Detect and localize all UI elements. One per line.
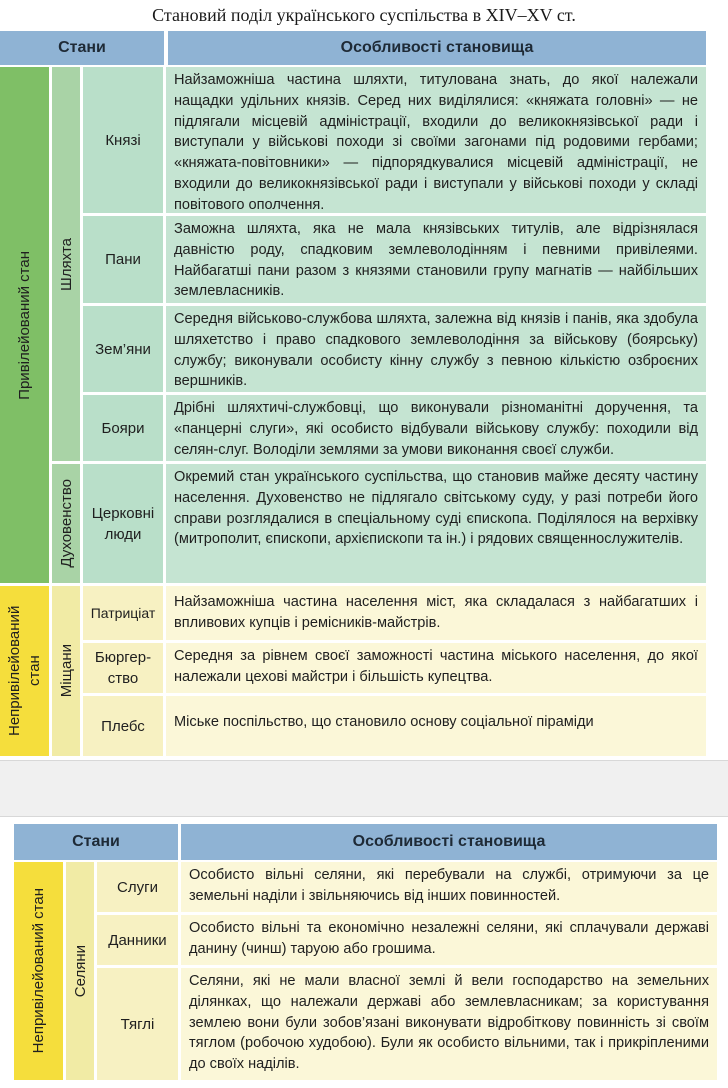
row-name-draft-peasants: Тяглі: [97, 968, 178, 1080]
row-desc-draft-peasants: Селяни, які не мали власної землі й вели господарство на земельних ділянках, що належали державі або землевласникам; за користування землею вони були зобов’язані виконувати відробіткову повинність зі своїм тяглом (робочою худобою). Були як особисто вільними, так і прикріпленими до своїх наділів.: [181, 968, 717, 1080]
header-estates-2: Стани: [14, 824, 178, 860]
unprivileged-estate-text: Непривілейований стан: [5, 605, 43, 737]
row-desc-princes: Найзаможніша частина шляхти, титулована знать, до якої належали нащадки удільних князів. Серед них виділялися: «княжата головні» — не підлягали місцевій адміністрації, входили до великокнязівської ради і виступали у військові походи зі своїми загонами під родовими гербами; «княжата-повітовники» — підпорядкувалися місцевій адміністрації, не входили до великокнязівської ради і виступали у військові походи у складі повітового ополчення.: [166, 67, 706, 213]
header-features-2: Особливості становища: [181, 824, 717, 860]
unprivileged-estate-text-2: Непривілейований стан: [30, 888, 47, 1054]
row-name-princes: Князі: [83, 67, 163, 213]
row-desc-zemiany: Середня військово-службова шляхта, залежна від князів і панів, яка здобула шляхетство і право спадкового землеволодіння за військову (боярську) службу; виконували особисту кінну службу з певною кількістю озброєних вершників.: [166, 306, 706, 392]
row-name-zemiany: Зем’яни: [83, 306, 163, 392]
row-name-servants: Слуги: [97, 862, 178, 912]
nobility-text: Шляхта: [57, 237, 75, 291]
clergy-text: Духовенство: [57, 479, 75, 568]
row-desc-servants: Особисто вільні селяни, які перебували на службі, отримуючи за це земельні наділи і звільняючись від інших повинностей.: [181, 862, 717, 912]
header-features: Особливості становища: [168, 31, 706, 65]
row-desc-burghers: Середня за рівнем своєї заможності частина міського населення, до якої належали цехові майстри і більшість купецтва.: [166, 643, 706, 693]
header-estates: Стани: [0, 31, 164, 65]
townspeople-label: [52, 586, 80, 756]
privileged-estate-text: Привілейований стан: [16, 250, 33, 400]
row-name-patriciate: Патриціат: [83, 586, 163, 640]
page-title: Становий поділ українського суспільства в XIV–XV ст.: [152, 5, 576, 25]
clergy-label: [52, 464, 80, 583]
row-desc-lords: Заможна шляхта, яка не мала князівських титулів, але відрізнялася давністю роду, спадковим землеволодінням і певними привілеями. Найбагатші пани разом з князями становили групу магнатів — найбільших землевласників.: [166, 216, 706, 303]
row-desc-plebs: Міське поспільство, що становило основу соціальної піраміди: [166, 696, 706, 756]
unprivileged-estate-label: [0, 586, 49, 756]
row-name-lords: Пани: [83, 216, 163, 303]
row-desc-church-people: Окремий стан українського суспільства, що становив майже десяту частину населення. Духовенство не підлягало світському суду, у разі потреби його справи розглядалися в спеціальному суді єпископа. Поділялося на верхівку (митрополит, єпископи, архієпископи та ін.) і рядових священнослужителів.: [166, 464, 706, 583]
privileged-estate-label: [0, 67, 49, 583]
row-name-burghers: Бюргерство: [83, 643, 163, 693]
row-name-tributaries: Данники: [97, 915, 178, 965]
nobility-label: [52, 67, 80, 461]
row-name-plebs: Плебс: [83, 696, 163, 756]
row-desc-boyars: Дрібні шляхтичі-службовці, що виконували різноманітні доручення, та «панцерні слуги», які особисто відбували військову службу: походили від селян-слуг. Володіли землями за умови виконання своєї служби.: [166, 395, 706, 461]
peasants-text: Селяни: [71, 944, 89, 998]
page-separator: [0, 760, 728, 817]
unprivileged-estate-label-2: [14, 862, 63, 1080]
row-name-church-people: Церковні люди: [83, 464, 163, 583]
peasants-label: [66, 862, 94, 1080]
row-desc-patriciate: Найзаможніша частина населення міст, яка складалася з найбагатших і впливових купців і ремісників-майстрів.: [166, 586, 706, 640]
row-name-boyars: Бояри: [83, 395, 163, 461]
row-desc-tributaries: Особисто вільні та економічно незалежні селяни, які сплачували державі данину (чинш) таруою або грошима.: [181, 915, 717, 965]
townspeople-text: Міщани: [57, 644, 75, 698]
